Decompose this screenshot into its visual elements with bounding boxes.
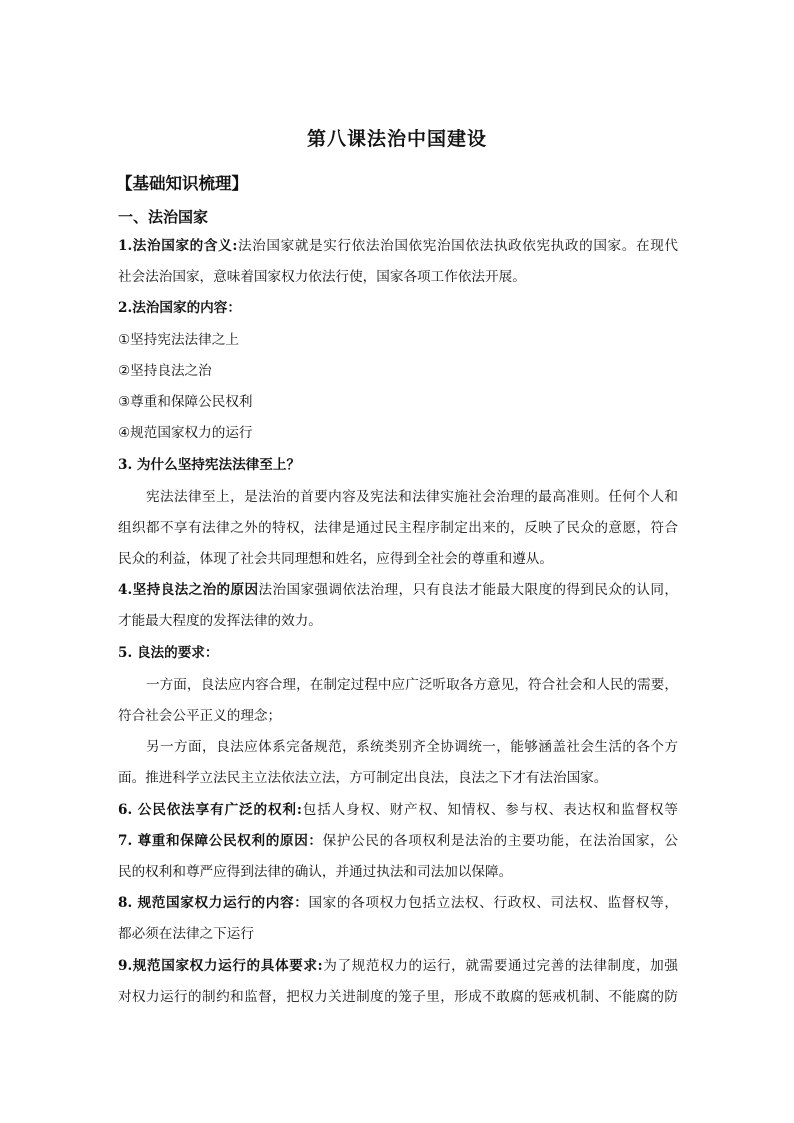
item2-sub3: ③尊重和保障公民权利 [118,394,253,410]
item5-line1: 一方面，良法应内容合理，在制定过程中应广泛听取各方意见，符合社会和人民的需要， [146,677,678,693]
item1-text1: 法治国家就是实行依法治国依宪治国依法执政依宪执政的国家。在现代 [237,238,678,254]
item9-text1: 为了规范权力的运行，就需要通过完善的法律制度，加强 [322,958,678,974]
item2-label: 2.法治国家的内容： [118,300,241,316]
item7-line2: 民的权利和尊严应得到法律的确认，并通过执法和司法加以保障。 [118,864,513,880]
item8-label: 8. 规范国家权力运行的内容： [118,895,309,911]
item6-label: 6. 公民依法享有广泛的权利: [118,802,302,818]
item1-line2: 社会法治国家，意味着国家权力依法行使，国家各项工作依法开展。 [118,269,526,285]
item3-line1: 宪法法律至上，是法治的首要内容及宪法和法律实施社会治理的最高准则。任何个人和 [146,489,678,505]
item5-line3: 另一方面，良法应体系完备规范，系统类别齐全协调统一，能够涵盖社会生活的各个方 [146,739,678,755]
section-header: 【基础知识梳理】 [116,174,248,193]
item6-text1: 包括人身权、财产权、知情权、参与权、表达权和监督权等 [301,802,678,818]
item3-label: 3. 为什么坚持宪法法律至上？ [118,457,301,473]
item5-line2: 符合社会公平正义的理念； [118,708,282,724]
part1-title: 一、法治国家 [118,208,209,226]
item3-line2: 组织都不享有法律之外的特权，法律是通过民主程序制定出来的，反映了民众的意愿，符合 [118,520,678,536]
item8-line2: 都必须在法律之下运行 [118,926,254,942]
item4-label: 4.坚持良法之治的原因 [118,582,259,598]
item2-sub2: ②坚持良法之治 [118,363,212,379]
item7-text1: 保护公民的各项权利是法治的主要功能，在法治国家，公 [322,833,678,849]
item5-line4: 面。推进科学立法民主立法依法立法，方可制定出良法，良法之下才有法治国家。 [118,770,608,786]
item8-line1 [118,893,678,913]
item9-line2: 对权力运行的制约和监督，把权力关进制度的笼子里，形成不敢腐的惩戒机制、不能腐的防 [118,989,678,1005]
item4-line1 [118,580,678,600]
item1-line1 [118,236,678,256]
item4-text1: 法治国家强调依法治理，只有良法才能最大限度的得到民众的认同， [258,582,678,598]
item2-sub1: ①坚持宪法法律之上 [118,332,239,348]
item9-line1 [118,956,678,976]
item1-label: 1.法治国家的含义: [118,238,238,254]
item6-line1 [118,800,678,820]
item4-line2: 才能最大程度的发挥法律的效力。 [118,613,322,629]
item7-line1 [118,831,678,851]
item3-line3: 民众的利益，体现了社会共同理想和姓名，应得到全社会的尊重和遵从。 [118,551,553,567]
item8-text1: 国家的各项权力包括立法权、行政权、司法权、监督权等， [308,895,678,911]
item5-label: 5. 良法的要求： [118,645,219,661]
page-title: 第八课法治中国建设 [306,128,487,150]
item7-label: 7. 尊重和保障公民权利的原因： [118,833,323,849]
item2-sub4: ④规范国家权力的运行 [118,425,253,441]
item9-label: 9.规范国家权力运行的具体要求: [118,958,323,974]
